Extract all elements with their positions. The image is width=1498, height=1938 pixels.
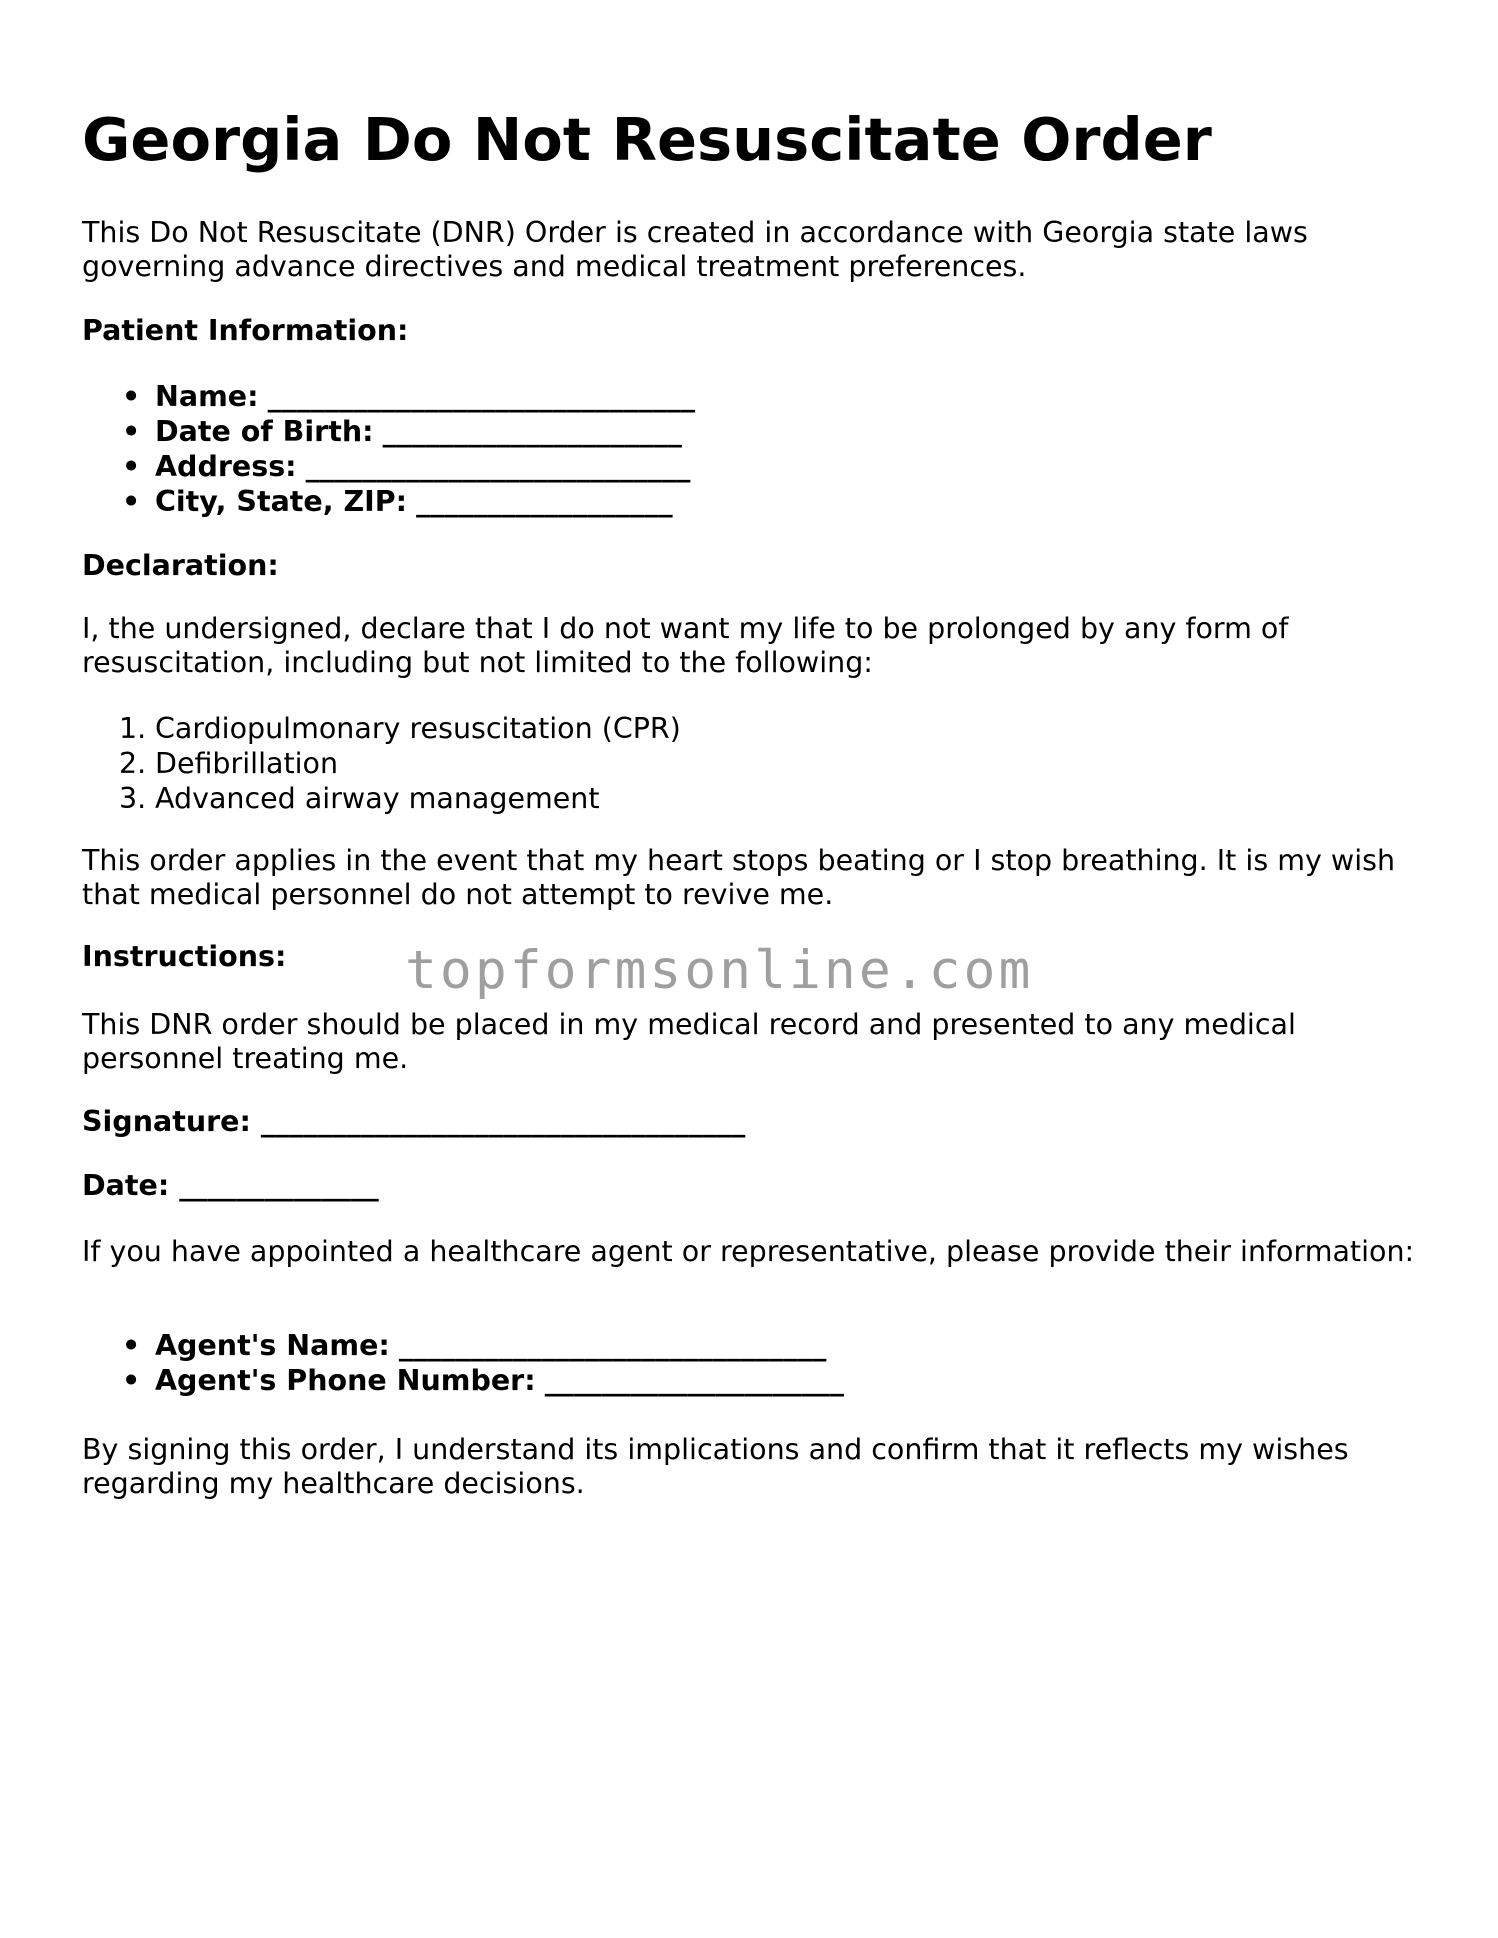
intro-paragraph: This Do Not Resuscitate (DNR) Order is created in accordance with Georgia state laws governing advance directives and medical treatment preferences.	[82, 216, 1308, 283]
field-label: City, State, ZIP:	[155, 485, 408, 518]
patient-address-field	[82, 449, 1422, 484]
agent-name-field	[82, 1328, 1422, 1363]
field-blank: ______________________________	[267, 380, 696, 413]
list-item-text: Defibrillation	[155, 747, 339, 780]
field-label: Agent's Phone Number:	[155, 1364, 536, 1397]
date-label: Date:	[82, 1169, 170, 1202]
list-number: 1.	[119, 712, 147, 745]
patient-info-list	[82, 379, 1422, 519]
list-item	[82, 711, 1422, 746]
date-line	[82, 1169, 1422, 1203]
list-number: 3.	[119, 782, 147, 815]
patient-info-heading: Patient Information:	[82, 314, 409, 347]
patient-name-field	[82, 379, 1422, 414]
field-label: Date of Birth:	[155, 415, 374, 448]
signature-line	[82, 1105, 1422, 1139]
date-blank: ______________	[179, 1169, 379, 1202]
applies-paragraph: This order applies in the event that my heart stops beating or I stop breathing. It is my wish that medical personnel do not attempt to revive me.	[82, 844, 1396, 911]
list-number: 2.	[119, 747, 147, 780]
list-item	[82, 781, 1422, 816]
field-blank: _____________________	[544, 1364, 844, 1397]
agent-paragraph: If you have appointed a healthcare agent or representative, please provide their information:	[82, 1235, 1415, 1268]
list-item-text: Advanced airway management	[155, 782, 600, 815]
resuscitation-list	[82, 711, 1422, 816]
agent-info-list	[82, 1328, 1422, 1398]
signature-label: Signature:	[82, 1105, 251, 1138]
declaration-paragraph: I, the undersigned, declare that I do not want my life to be prolonged by any form of resuscitation, including but not limited to the following:	[82, 612, 1289, 679]
field-blank: ______________________________	[398, 1329, 827, 1362]
field-blank: __________________	[416, 485, 673, 518]
field-label: Name:	[155, 380, 259, 413]
field-label: Agent's Name:	[155, 1329, 390, 1362]
document-title: Georgia Do Not Resuscitate Order	[82, 105, 1212, 174]
signature-blank: __________________________________	[260, 1105, 746, 1138]
patient-dob-field	[82, 414, 1422, 449]
closing-paragraph: By signing this order, I understand its implications and confirm that it reflects my wishes regarding my healthcare decisions.	[82, 1433, 1349, 1500]
watermark: topformsonline.com	[405, 940, 1034, 1001]
patient-city-state-zip-field	[82, 484, 1422, 519]
field-blank: _____________________	[382, 415, 682, 448]
field-label: Address:	[155, 450, 297, 483]
instructions-heading: Instructions:	[82, 940, 287, 973]
list-item-text: Cardiopulmonary resuscitation (CPR)	[155, 712, 681, 745]
field-blank: ___________________________	[305, 450, 691, 483]
agent-phone-field	[82, 1363, 1422, 1398]
list-item	[82, 746, 1422, 781]
instructions-paragraph: This DNR order should be placed in my medical record and presented to any medical personnel treating me.	[82, 1008, 1296, 1075]
declaration-heading: Declaration:	[82, 549, 279, 582]
